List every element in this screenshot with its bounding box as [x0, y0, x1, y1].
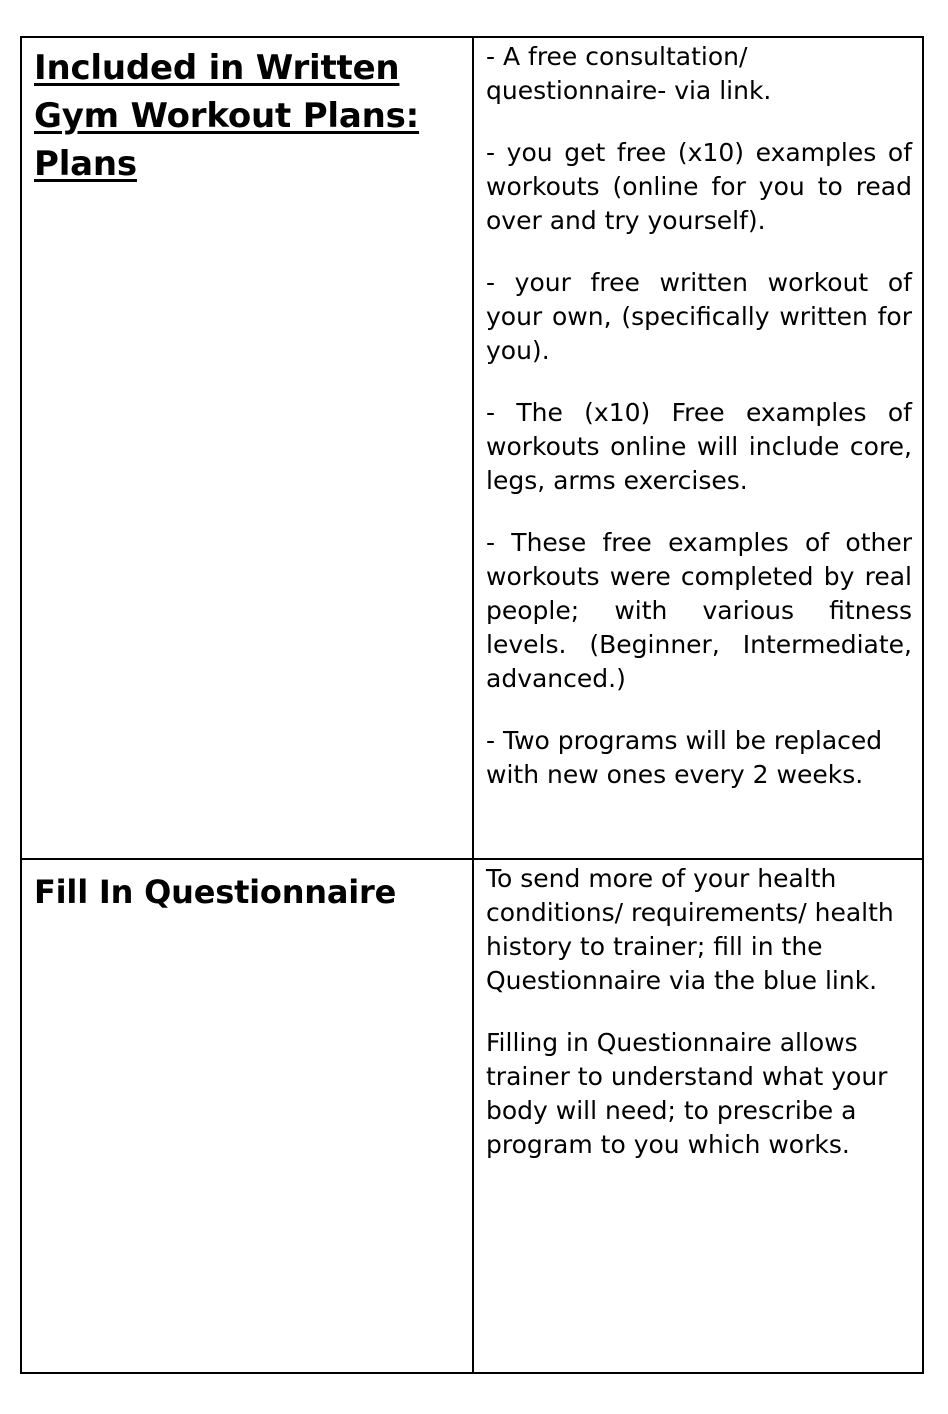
plans-item-free-examples: - you get free (x10) examples of workouts (online for you to read over and try yourself).	[486, 138, 912, 235]
questionnaire-heading-cell	[22, 860, 474, 1372]
plans-heading-cell	[22, 38, 474, 858]
plans-heading-line-3: Plans	[34, 144, 137, 184]
table-row-questionnaire	[22, 860, 922, 1372]
plans-item-written-workout: - your free written workout of your own, (specifically written for you).	[486, 268, 912, 365]
questionnaire-heading: Fill In Questionnaire	[34, 873, 397, 911]
plans-heading-line-1: Included in Written	[34, 48, 400, 88]
plans-item-example-contents: - The (x10) Free examples of workouts online will include core, legs, arms exercises.	[486, 398, 912, 495]
plans-details-cell	[474, 38, 922, 858]
questionnaire-purpose: Filling in Questionnaire allows trainer to understand what your body will need; to prescribe a program to you which works.	[486, 1028, 888, 1159]
questionnaire-details-cell	[474, 860, 922, 1372]
table-row-plans	[22, 38, 922, 860]
plans-item-consultation: - A free consultation/ questionnaire- via link.	[486, 42, 772, 105]
plans-heading-line-2: Gym Workout Plans:	[34, 96, 420, 136]
plans-item-real-people: - These free examples of other workouts were completed by real people; with various fitness levels. (Beginner, Intermediate, advanced.)	[486, 528, 912, 693]
info-table	[20, 36, 924, 1374]
questionnaire-instructions: To send more of your health conditions/ requirements/ health history to trainer; fill in the Questionnaire via the blue link.	[486, 864, 894, 995]
plans-item-replacement: - Two programs will be replaced with new ones every 2 weeks.	[486, 726, 883, 789]
